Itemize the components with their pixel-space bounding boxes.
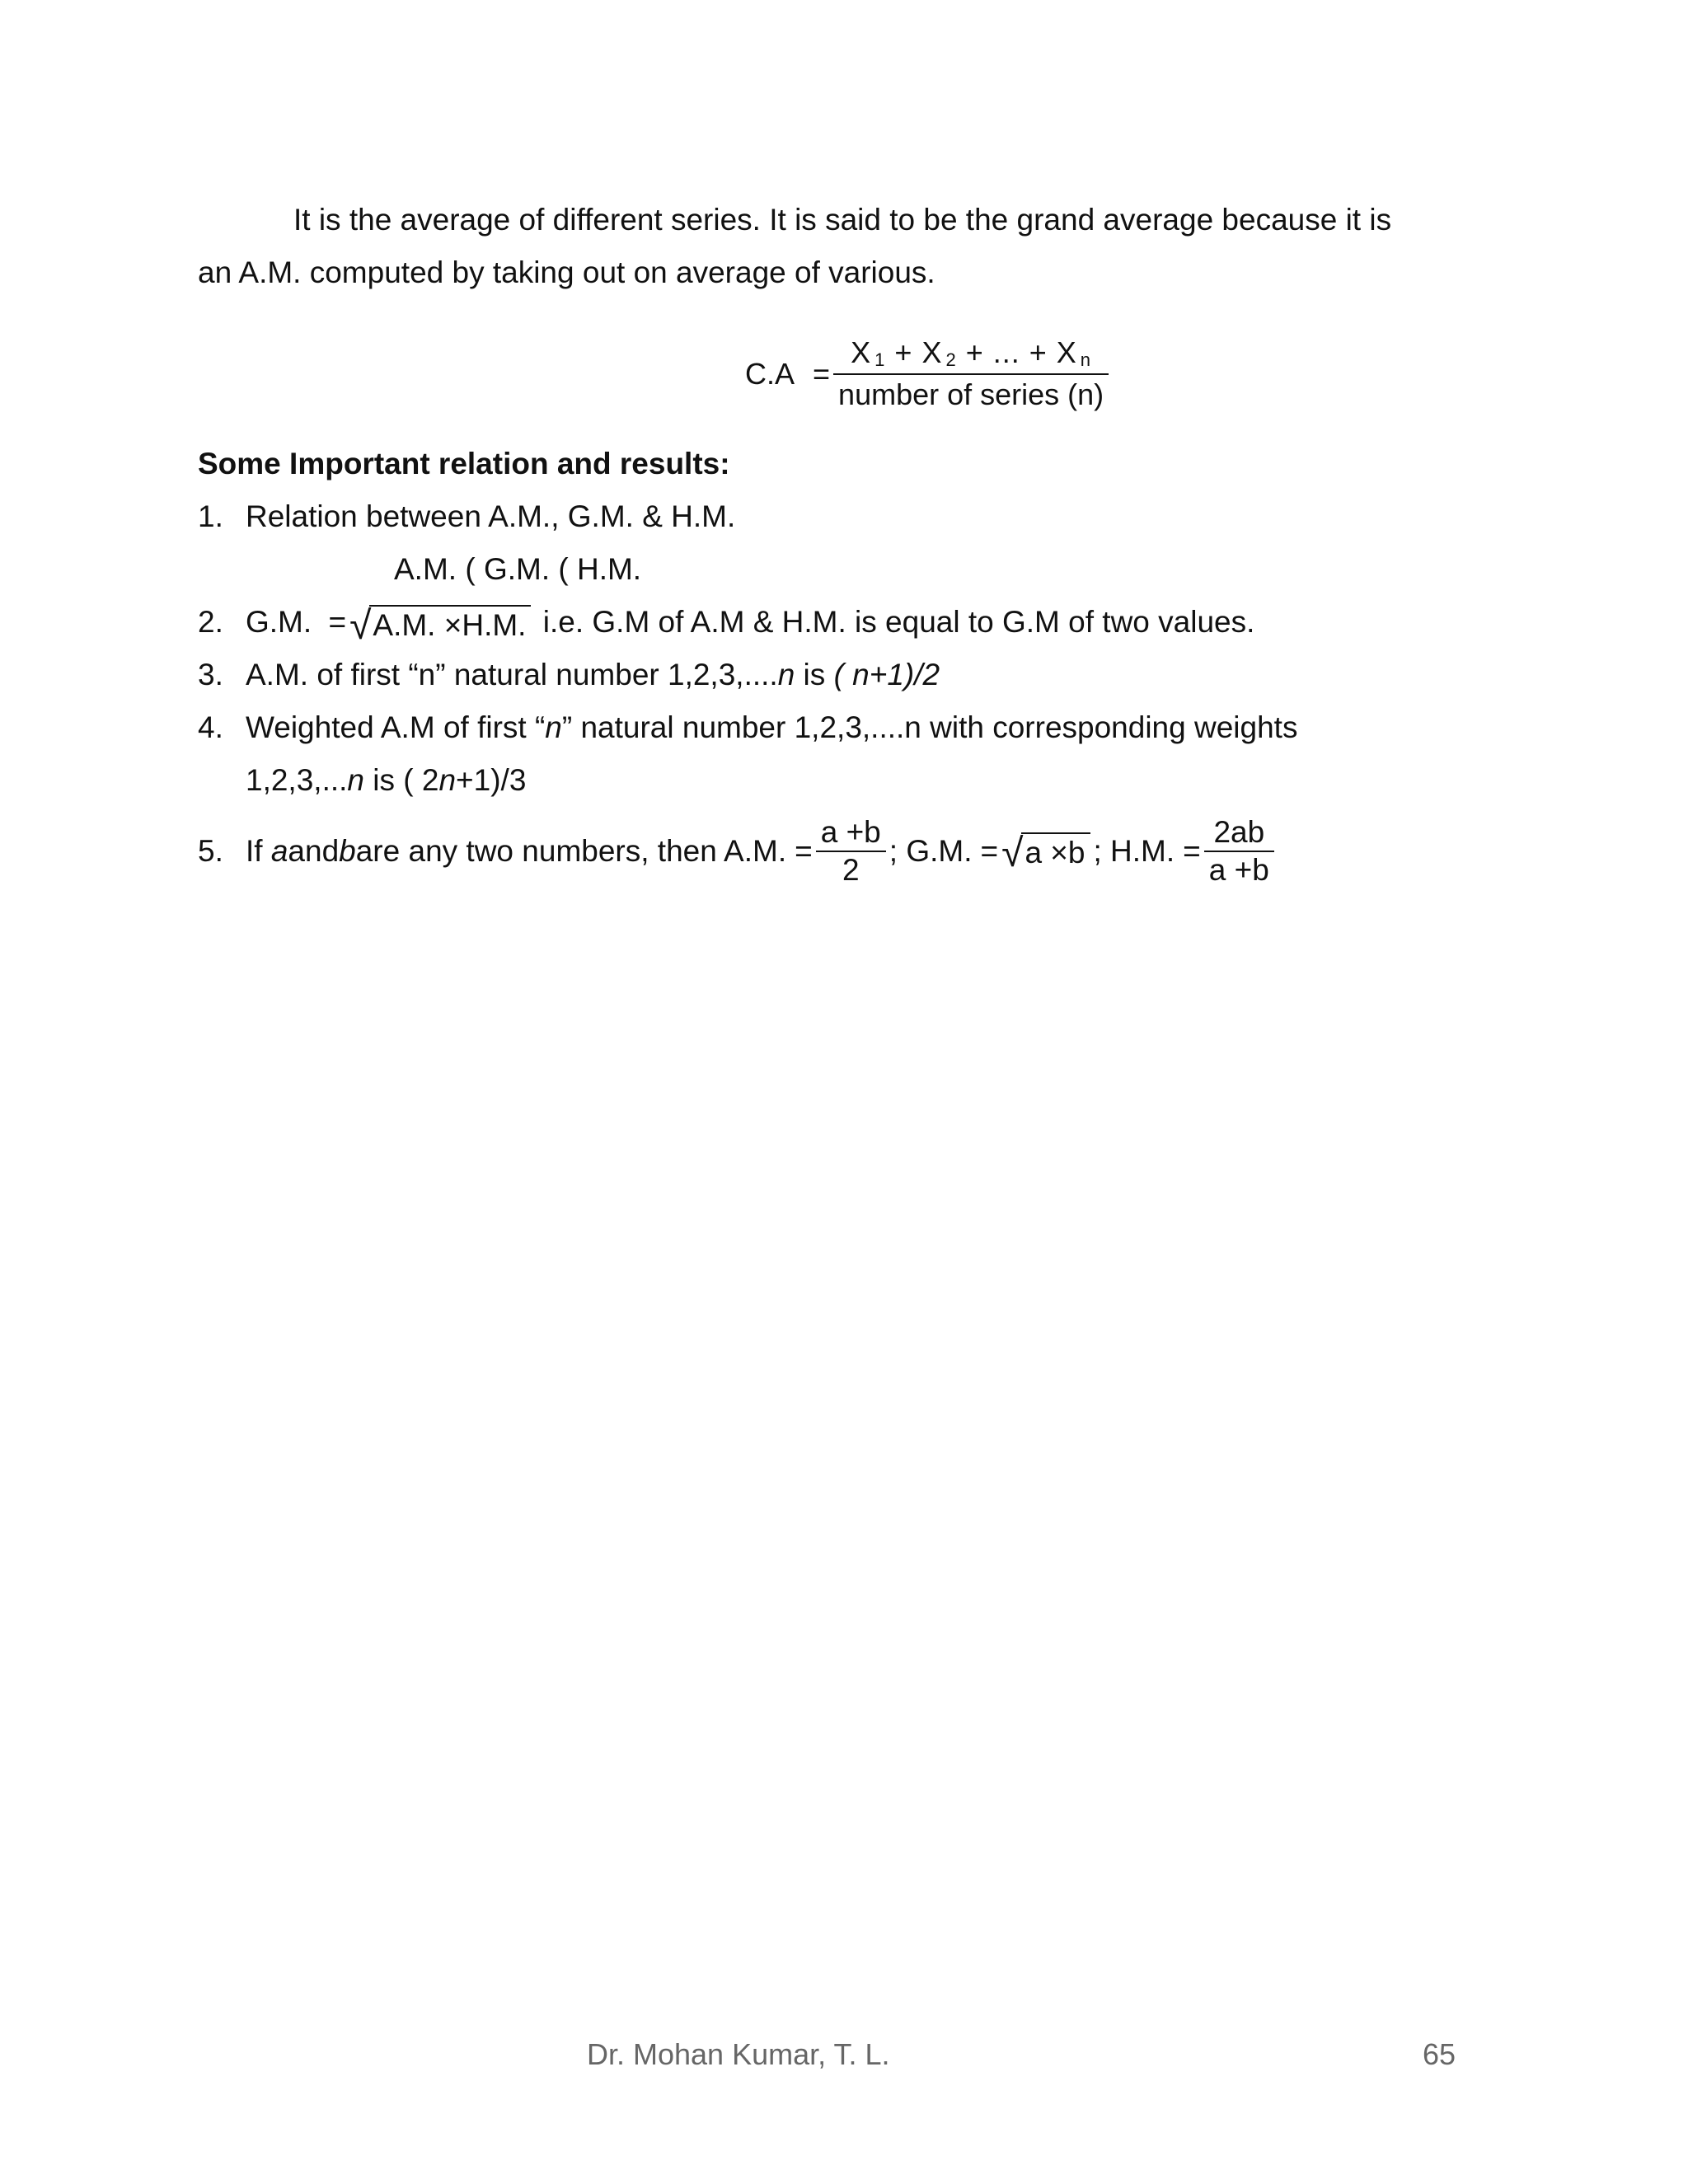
combined-average-formula bbox=[745, 333, 1112, 415]
hm-denominator: a +b bbox=[1208, 853, 1269, 887]
list-number: 4. bbox=[198, 710, 223, 744]
list-item-3 bbox=[198, 656, 940, 694]
equals-sign: = bbox=[328, 605, 347, 639]
gm-equals: = bbox=[980, 834, 999, 868]
list-text: Relation between A.M., G.M. & H.M. bbox=[246, 499, 736, 533]
list-item-1 bbox=[198, 498, 735, 536]
am-fraction bbox=[816, 814, 886, 889]
list-text-after: ” natural number 1,2,3,....n with corresponding weights bbox=[561, 710, 1298, 744]
footer-author: Dr. Mohan Kumar, T. L. bbox=[587, 2037, 890, 2071]
variable-n: n bbox=[545, 710, 562, 744]
list-text: i.e. G.M of A.M & H.M. is equal to G.M of two values. bbox=[534, 605, 1255, 639]
hm-numerator: 2ab bbox=[1204, 814, 1274, 852]
variable-b: b bbox=[339, 834, 356, 868]
formula-fraction bbox=[833, 333, 1109, 415]
gm-label: ; G.M. bbox=[889, 834, 973, 868]
am-numerator: a +b bbox=[816, 814, 886, 852]
list-number: 2. bbox=[198, 605, 223, 639]
gm-label: G.M. bbox=[246, 605, 312, 639]
list-number: 3. bbox=[198, 658, 223, 691]
result-expression: ( n+1)/2 bbox=[833, 658, 940, 691]
formula-lhs: C.A bbox=[745, 356, 795, 391]
variable-n: n bbox=[777, 658, 795, 691]
radical-sign: √ bbox=[1001, 832, 1024, 875]
list-text-mid: is bbox=[795, 658, 834, 691]
list-text: A.M. of first “n” natural number 1,2,3,.... bbox=[246, 658, 778, 691]
list-item-1-subline: A.M. ( G.M. ( H.M. bbox=[394, 552, 642, 586]
radicand: A.M. ×H.M. bbox=[369, 605, 531, 643]
section-title: Some Important relation and results: bbox=[198, 447, 730, 480]
hm-equals: = bbox=[1183, 834, 1201, 868]
list-item-2 bbox=[198, 603, 1255, 649]
gm-square-root bbox=[1001, 832, 1090, 875]
variable-a: a bbox=[270, 834, 288, 868]
list-number: 1. bbox=[198, 499, 223, 533]
list-text: Weighted A.M of first “ bbox=[246, 710, 546, 744]
hm-fraction bbox=[1204, 814, 1274, 889]
list-number: 5. bbox=[198, 834, 223, 868]
paragraph-line-1: It is the average of different series. It is said to be the grand average because it is bbox=[293, 203, 1392, 237]
am-denominator: 2 bbox=[842, 853, 860, 887]
am-equals: = bbox=[795, 834, 813, 868]
list-item-4-line-2: 1,2,3,...n is ( 2n+1)/3 bbox=[246, 763, 527, 797]
gm-radicand: a ×b bbox=[1021, 832, 1090, 870]
paragraph-line-2: an A.M. computed by taking out on average of various. bbox=[198, 255, 935, 289]
radical-sign: √ bbox=[349, 604, 372, 649]
square-root bbox=[349, 604, 531, 649]
formula-numerator: X 1 + X 2 + ... + X n bbox=[833, 333, 1109, 375]
list-item-4 bbox=[198, 709, 1297, 747]
variable-n: n bbox=[438, 763, 457, 797]
formula-equals: = bbox=[813, 356, 831, 391]
list-item-5: 5. If a and b are any two numbers, then A.M. = $\frac{a +b}{2}$ ; G.M. = √ a ×b ; H.M. = $\frac{2ab}{a +b}$ bbox=[198, 814, 1278, 888]
hm-label: ; H.M. bbox=[1093, 834, 1175, 868]
formula-denominator: number of series (n) bbox=[838, 377, 1104, 411]
variable-n: n bbox=[347, 763, 364, 797]
page-number: 65 bbox=[1423, 2037, 1456, 2071]
